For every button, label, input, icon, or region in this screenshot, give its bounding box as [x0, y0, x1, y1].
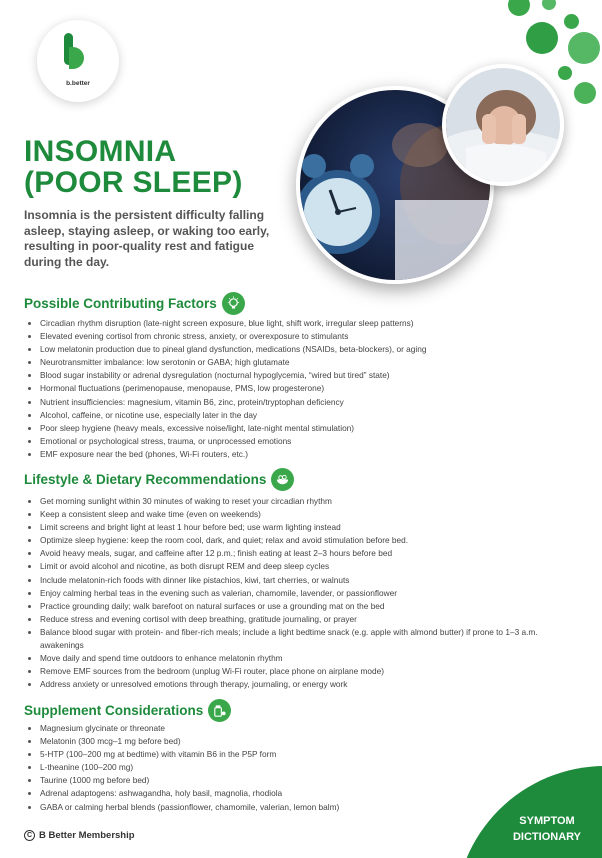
list-item: Emotional or psychological stress, trauma, or unprocessed emotions	[26, 435, 566, 448]
bubble-icon	[542, 0, 556, 10]
list-item: Get morning sunlight within 30 minutes of waking to reset your circadian rhythm	[26, 495, 566, 508]
lifestyle-heading-text: Lifestyle & Dietary Recommendations	[24, 472, 267, 487]
salad-bowl-icon	[271, 468, 294, 491]
list-item: Melatonin (300 mcg–1 mg before bed)	[26, 735, 566, 748]
bubble-icon	[564, 14, 579, 29]
list-item: Hormonal fluctuations (perimenopause, menopause, PMS, low progesterone)	[26, 382, 566, 395]
list-item: Keep a consistent sleep and wake time (even on weekends)	[26, 508, 566, 521]
list-item: Poor sleep hygiene (heavy meals, excessive noise/light, late-night mental stimulation)	[26, 422, 566, 435]
person-in-bed-photo	[442, 64, 564, 186]
factors-list	[26, 317, 566, 461]
list-item: Avoid heavy meals, sugar, and caffeine after 12 p.m.; finish eating at least 2–3 hours before bed	[26, 547, 566, 560]
list-item: Taurine (1000 mg before bed)	[26, 774, 566, 787]
list-item: Low melatonin production due to pineal gland dysfunction, medications (NSAIDs, beta-blockers), or aging	[26, 343, 566, 356]
footer-brand	[24, 830, 135, 841]
logo-text: b.better	[66, 80, 90, 87]
list-item: Include melatonin-rich foods with dinner like pistachios, kiwi, tart cherries, or walnuts	[26, 574, 566, 587]
list-item: Elevated evening cortisol from chronic stress, anxiety, or overexposure to stimulants	[26, 330, 566, 343]
intro-text: Insomnia is the persistent difficulty falling asleep, staying asleep, or waking too early, resulting in poor-quality rest and fatigue during the day.	[24, 208, 270, 269]
page-title	[24, 136, 304, 198]
copyright-icon: C	[24, 830, 35, 841]
list-item: Circadian rhythm disruption (late-night screen exposure, blue light, shift work, irregular sleep patterns)	[26, 317, 566, 330]
bubble-icon	[558, 66, 572, 80]
list-item: Adrenal adaptogens: ashwagandha, holy basil, magnolia, rhodiola	[26, 787, 566, 800]
list-item: Remove EMF sources from the bedroom (unplug Wi-Fi router, place phone on airplane mode)	[26, 665, 566, 678]
list-item: Practice grounding daily; walk barefoot on natural surfaces or use a grounding mat on the bed	[26, 600, 566, 613]
list-item: EMF exposure near the bed (phones, Wi-Fi routers, etc.)	[26, 448, 566, 461]
list-item: Move daily and spend time outdoors to enhance melatonin rhythm	[26, 652, 566, 665]
bubble-icon	[526, 22, 558, 54]
list-item: Limit screens and bright light at least 1 hour before bed; use warm lighting instead	[26, 521, 566, 534]
title-line: INSOMNIA	[24, 135, 177, 168]
lifestyle-heading	[24, 468, 294, 491]
footer-brand-text: B Better Membership	[39, 830, 135, 841]
factors-heading	[24, 292, 245, 315]
list-item: Neurotransmitter imbalance: low serotonin or GABA; high glutamate	[26, 356, 566, 369]
symptom-dictionary-label	[497, 813, 597, 845]
list-item: Optimize sleep hygiene: keep the room cool, dark, and quiet; relax and avoid stimulation before bed.	[26, 534, 566, 547]
supplements-heading-text: Supplement Considerations	[24, 703, 204, 718]
corner-label-line: SYMPTOM	[519, 815, 575, 827]
list-item: Alcohol, caffeine, or nicotine use, especially later in the day	[26, 409, 566, 422]
factors-heading-text: Possible Contributing Factors	[24, 296, 217, 311]
lightbulb-icon	[222, 292, 245, 315]
list-item: Enjoy calming herbal teas in the evening such as valerian, chamomile, lavender, or passionflower	[26, 587, 566, 600]
list-item: Limit or avoid alcohol and nicotine, as both disrupt REM and deep sleep cycles	[26, 560, 566, 573]
list-item: Balance blood sugar with protein- and fiber-rich meals; include a light bedtime snack (e.g. apple with almond butter) if prone to 1–3 a.m. awakenings	[26, 626, 566, 652]
bubble-icon	[574, 82, 596, 104]
bubble-icon	[568, 32, 600, 64]
list-item: 5-HTP (100–200 mg at bedtime) with vitamin B6 in the P5P form	[26, 748, 566, 761]
list-item: Blood sugar instability or adrenal dysregulation (nocturnal hypoglycemia, “wired but tired” state)	[26, 369, 566, 382]
bubble-icon	[508, 0, 530, 16]
list-item: GABA or calming herbal blends (passionflower, chamomile, valerian, lemon balm)	[26, 801, 566, 814]
supplements-heading	[24, 699, 231, 722]
b-logo-icon	[64, 33, 92, 73]
supplements-list	[26, 722, 566, 814]
list-item: Magnesium glycinate or threonate	[26, 722, 566, 735]
sleepless-person-illustration	[446, 68, 560, 182]
list-item: L-theanine (100–200 mg)	[26, 761, 566, 774]
list-item: Reduce stress and evening cortisol with deep breathing, gratitude journaling, or prayer	[26, 613, 566, 626]
supplement-bottle-icon	[208, 699, 231, 722]
list-item: Nutrient insufficiencies: magnesium, vitamin B6, zinc, protein/tryptophan deficiency	[26, 396, 566, 409]
brand-logo	[37, 20, 119, 102]
lifestyle-list	[26, 495, 566, 691]
title-line: (POOR SLEEP)	[24, 166, 243, 199]
list-item: Address anxiety or unresolved emotions through therapy, journaling, or energy work	[26, 678, 566, 691]
corner-label-line: DICTIONARY	[512, 831, 582, 843]
